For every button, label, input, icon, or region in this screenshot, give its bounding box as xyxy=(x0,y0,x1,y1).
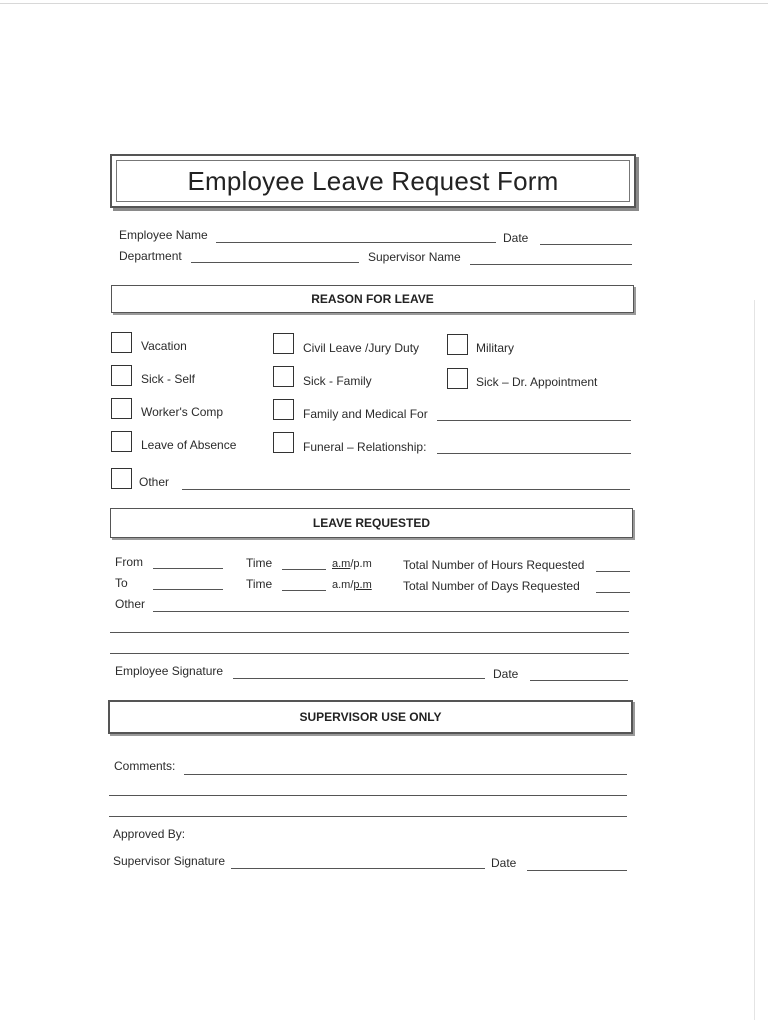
civil-leave-checkbox[interactable] xyxy=(273,333,294,354)
form-title: Employee Leave Request Form xyxy=(187,165,559,196)
leave-requested-heading xyxy=(110,508,633,538)
approved-by-label: Approved By: xyxy=(113,827,186,841)
vacation-label: Vacation xyxy=(141,339,187,353)
comments-line-2[interactable] xyxy=(109,795,627,796)
supervisor-use-only-heading-text: SUPERVISOR USE ONLY xyxy=(299,710,442,724)
employee-date-field[interactable] xyxy=(530,680,628,681)
military-checkbox[interactable] xyxy=(447,334,468,355)
scan-edge-right xyxy=(754,300,755,1020)
sick-dr-appointment-checkbox[interactable] xyxy=(447,368,468,389)
am-pm-from[interactable] xyxy=(332,558,372,570)
leave-requested-heading-text: LEAVE REQUESTED xyxy=(312,516,431,530)
other-reason-label: Other xyxy=(139,475,170,489)
supervisor-date-label: Date xyxy=(491,856,517,870)
total-hours-field[interactable] xyxy=(596,571,630,572)
pm-to-option[interactable]: p.m xyxy=(353,579,372,591)
leave-of-absence-label: Leave of Absence xyxy=(141,438,237,452)
supervisor-use-only-heading xyxy=(108,700,633,734)
civil-leave-label: Civil Leave /Jury Duty xyxy=(303,341,420,355)
employee-name-field[interactable] xyxy=(216,242,496,243)
supervisor-signature-label: Supervisor Signature xyxy=(113,854,226,868)
sick-family-checkbox[interactable] xyxy=(273,366,294,387)
department-label: Department xyxy=(119,249,182,263)
funeral-label: Funeral – Relationship: xyxy=(303,440,427,454)
comments-line-3[interactable] xyxy=(109,816,627,817)
military-label: Military xyxy=(476,341,514,355)
employee-signature-label: Employee Signature xyxy=(115,664,224,678)
supervisor-signature-field[interactable] xyxy=(231,868,485,869)
reason-for-leave-heading-text: REASON FOR LEAVE xyxy=(311,292,434,306)
am-from-option[interactable]: a.m xyxy=(332,558,351,570)
am-pm-to[interactable] xyxy=(332,579,372,591)
scan-edge-top xyxy=(0,3,768,4)
leave-other-label: Other xyxy=(115,597,146,611)
date-field[interactable] xyxy=(540,244,632,245)
leave-of-absence-checkbox[interactable] xyxy=(111,431,132,452)
family-medical-field[interactable] xyxy=(437,420,631,421)
comments-field[interactable] xyxy=(184,774,627,775)
to-date-field[interactable] xyxy=(153,589,223,590)
supervisor-date-field[interactable] xyxy=(527,870,627,871)
time-from-label: Time xyxy=(246,556,273,570)
leave-other-field[interactable] xyxy=(153,611,629,612)
from-label: From xyxy=(115,555,143,569)
pm-from-option[interactable]: /p.m xyxy=(350,558,372,570)
department-field[interactable] xyxy=(191,262,359,263)
employee-signature-field[interactable] xyxy=(233,678,485,679)
from-date-field[interactable] xyxy=(153,568,223,569)
other-reason-checkbox[interactable] xyxy=(111,468,132,489)
funeral-relationship-field[interactable] xyxy=(437,453,631,454)
family-medical-label: Family and Medical For xyxy=(303,407,428,421)
reason-for-leave-heading xyxy=(111,285,634,313)
employee-date-label: Date xyxy=(493,667,519,681)
workers-comp-checkbox[interactable] xyxy=(111,398,132,419)
leave-other-line-2[interactable] xyxy=(110,632,629,633)
comments-label: Comments: xyxy=(114,759,176,773)
to-label: To xyxy=(115,576,128,590)
am-to-option[interactable]: a.m/ xyxy=(332,579,354,591)
time-to-field[interactable] xyxy=(282,590,326,591)
sick-family-label: Sick - Family xyxy=(303,374,372,388)
workers-comp-label: Worker's Comp xyxy=(141,405,224,419)
sick-dr-appointment-label: Sick – Dr. Appointment xyxy=(476,375,598,389)
time-from-field[interactable] xyxy=(282,569,326,570)
family-medical-checkbox[interactable] xyxy=(273,399,294,420)
sick-self-checkbox[interactable] xyxy=(111,365,132,386)
employee-name-label: Employee Name xyxy=(119,228,208,242)
supervisor-name-field[interactable] xyxy=(470,264,632,265)
sick-self-label: Sick - Self xyxy=(141,372,196,386)
supervisor-name-label: Supervisor Name xyxy=(368,250,461,264)
funeral-checkbox[interactable] xyxy=(273,432,294,453)
other-reason-field[interactable] xyxy=(182,489,630,490)
date-label: Date xyxy=(503,231,529,245)
total-days-label: Total Number of Days Requested xyxy=(403,579,580,593)
form-title-box xyxy=(110,154,636,208)
vacation-checkbox[interactable] xyxy=(111,332,132,353)
total-days-field[interactable] xyxy=(596,592,630,593)
time-to-label: Time xyxy=(246,577,273,591)
leave-other-line-3[interactable] xyxy=(110,653,629,654)
total-hours-label: Total Number of Hours Requested xyxy=(403,558,585,572)
